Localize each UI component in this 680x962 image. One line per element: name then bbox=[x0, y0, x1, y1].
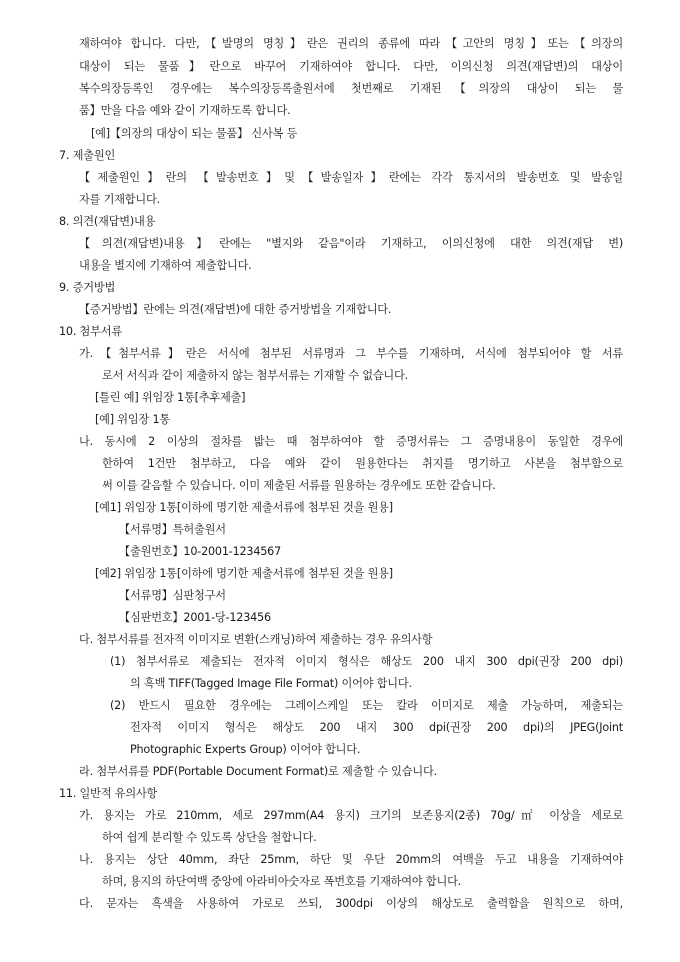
section-heading-7: 7. 제출원인 bbox=[59, 149, 116, 162]
text-line: 품】만을 다음 예와 같이 기재하도록 합니다. bbox=[79, 104, 291, 117]
example-line: 【심판번호】2001-당-123456 bbox=[119, 611, 271, 624]
text-line: (1) 첨부서류로 제출되는 전자적 이미지 형식은 해상도 200 내지 300 dpi(권장 200 dpi) bbox=[110, 655, 623, 668]
example-line: 【출원번호】10-2001-1234567 bbox=[119, 545, 282, 558]
example-line: [예1] 위임장 1통[이하에 명기한 제출서류에 첨부된 것을 원용] bbox=[95, 501, 393, 514]
text-line: 의 흑백 TIFF(Tagged Image File Format) 이어야 합니다. bbox=[130, 677, 412, 690]
example-line: [예2] 위임장 1통[이하에 명기한 제출서류에 첨부된 것을 원용] bbox=[95, 567, 393, 580]
text-line: 다. 문자는 흑색을 사용하여 가로로 쓰되, 300dpi 이상의 해상도로 출력함을 원칙으로 하며, bbox=[79, 897, 623, 910]
example-line: [예] 위임장 1통 bbox=[95, 413, 170, 426]
text-line: 나. 용지는 상단 40mm, 좌단 25mm, 하단 및 우단 20mm의 여백을 두고 내용을 기재하여야 bbox=[79, 853, 623, 866]
text-line: 내용을 별지에 기재하여 제출합니다. bbox=[79, 259, 252, 272]
text-line: 하며, 용지의 하단여백 중앙에 아라비아숫자로 폭번호를 기재하여야 합니다. bbox=[102, 875, 462, 888]
section-heading-8: 8. 의견(재답변)내용 bbox=[59, 215, 156, 228]
example-line: 【서류명】특허출원서 bbox=[119, 523, 226, 536]
text-line: (2) 반드시 필요한 경우에는 그레이스케일 또는 칼라 이미지로 제출 가능하며, 제출되는 bbox=[110, 699, 623, 712]
text-line: 자를 기재합니다. bbox=[79, 193, 160, 206]
text-line: 【증거방법】란에는 의견(재답변)에 대한 증거방법을 기재합니다. bbox=[79, 303, 392, 316]
example-line: [예]【의장의 대상이 되는 물품】 신사복 등 bbox=[91, 127, 298, 140]
text-line: 나. 동시에 2 이상의 절차를 밟는 때 첨부하여야 할 증명서류는 그 증명내용이 동일한 경우에 bbox=[79, 435, 623, 448]
text-line: 하여 쉽게 분리할 수 있도록 상단을 철합니다. bbox=[102, 831, 317, 844]
text-line: 다. 첨부서류를 전자적 이미지로 변환(스캐닝)하여 제출하는 경우 유의사항 bbox=[79, 633, 433, 646]
text-line: 가.【첨부서류】란은 서식에 첨부된 서류명과 그 부수를 기재하며, 서식에 첨부되어야 할 서류 bbox=[79, 347, 623, 360]
text-line: 라. 첨부서류를 PDF(Portable Document Format)로 제출할 수 있습니다. bbox=[79, 765, 437, 778]
section-heading-9: 9. 증거방법 bbox=[59, 281, 116, 294]
text-line: 한하여 1건만 첨부하고, 다음 예와 같이 원용한다는 취지를 명기하고 사본을 첨부함으로 bbox=[102, 457, 623, 470]
text-line: 복수의장등록인 경우에는 복수의장등록출원서에 첫번째로 기재된【의장의 대상이 되는 물 bbox=[79, 82, 623, 95]
section-heading-10: 10. 첨부서류 bbox=[59, 325, 122, 338]
text-line: 로서 서식과 같이 제출하지 않는 첨부서류는 기재할 수 없습니다. bbox=[102, 369, 408, 382]
text-line: 써 이를 갈음할 수 있습니다. 이미 제출된 서류를 원용하는 경우에도 또한 같습니다. bbox=[102, 479, 496, 492]
text-line: 재하여야 합니다. 다만,【발명의 명칭】란은 권리의 종류에 따라【고안의 명칭】또는【의장의 bbox=[79, 37, 623, 50]
text-line: Photographic Experts Group) 이어야 합니다. bbox=[130, 743, 361, 756]
text-line: 가. 용지는 가로 210mm, 세로 297mm(A4 용지) 크기의 보존용지(2종) 70g/㎡ 이상을 세로로 bbox=[79, 809, 623, 822]
text-line: 대상이 되는 물품】란으로 바꾸어 기재하여야 합니다. 다만, 이의신청 의견(재답변)의 대상이 bbox=[79, 60, 623, 73]
example-line: [틀린 예] 위임장 1통[추후제출] bbox=[95, 391, 246, 404]
text-line: 【제출원인】란의 【발송번호】및【발송일자】란에는 각각 통지서의 발송번호 및 발송일 bbox=[79, 171, 623, 184]
text-line: 【의견(재답변)내용】란에는 "별지와 같음"이라 기재하고, 이의신청에 대한 의견(재답 변) bbox=[79, 237, 623, 250]
section-heading-11: 11. 일반적 유의사항 bbox=[59, 787, 158, 800]
example-line: 【서류명】심판청구서 bbox=[119, 589, 226, 602]
text-line: 전자적 이미지 형식은 해상도 200 내지 300 dpi(권장 200 dpi)의 JPEG(Joint bbox=[130, 721, 623, 734]
